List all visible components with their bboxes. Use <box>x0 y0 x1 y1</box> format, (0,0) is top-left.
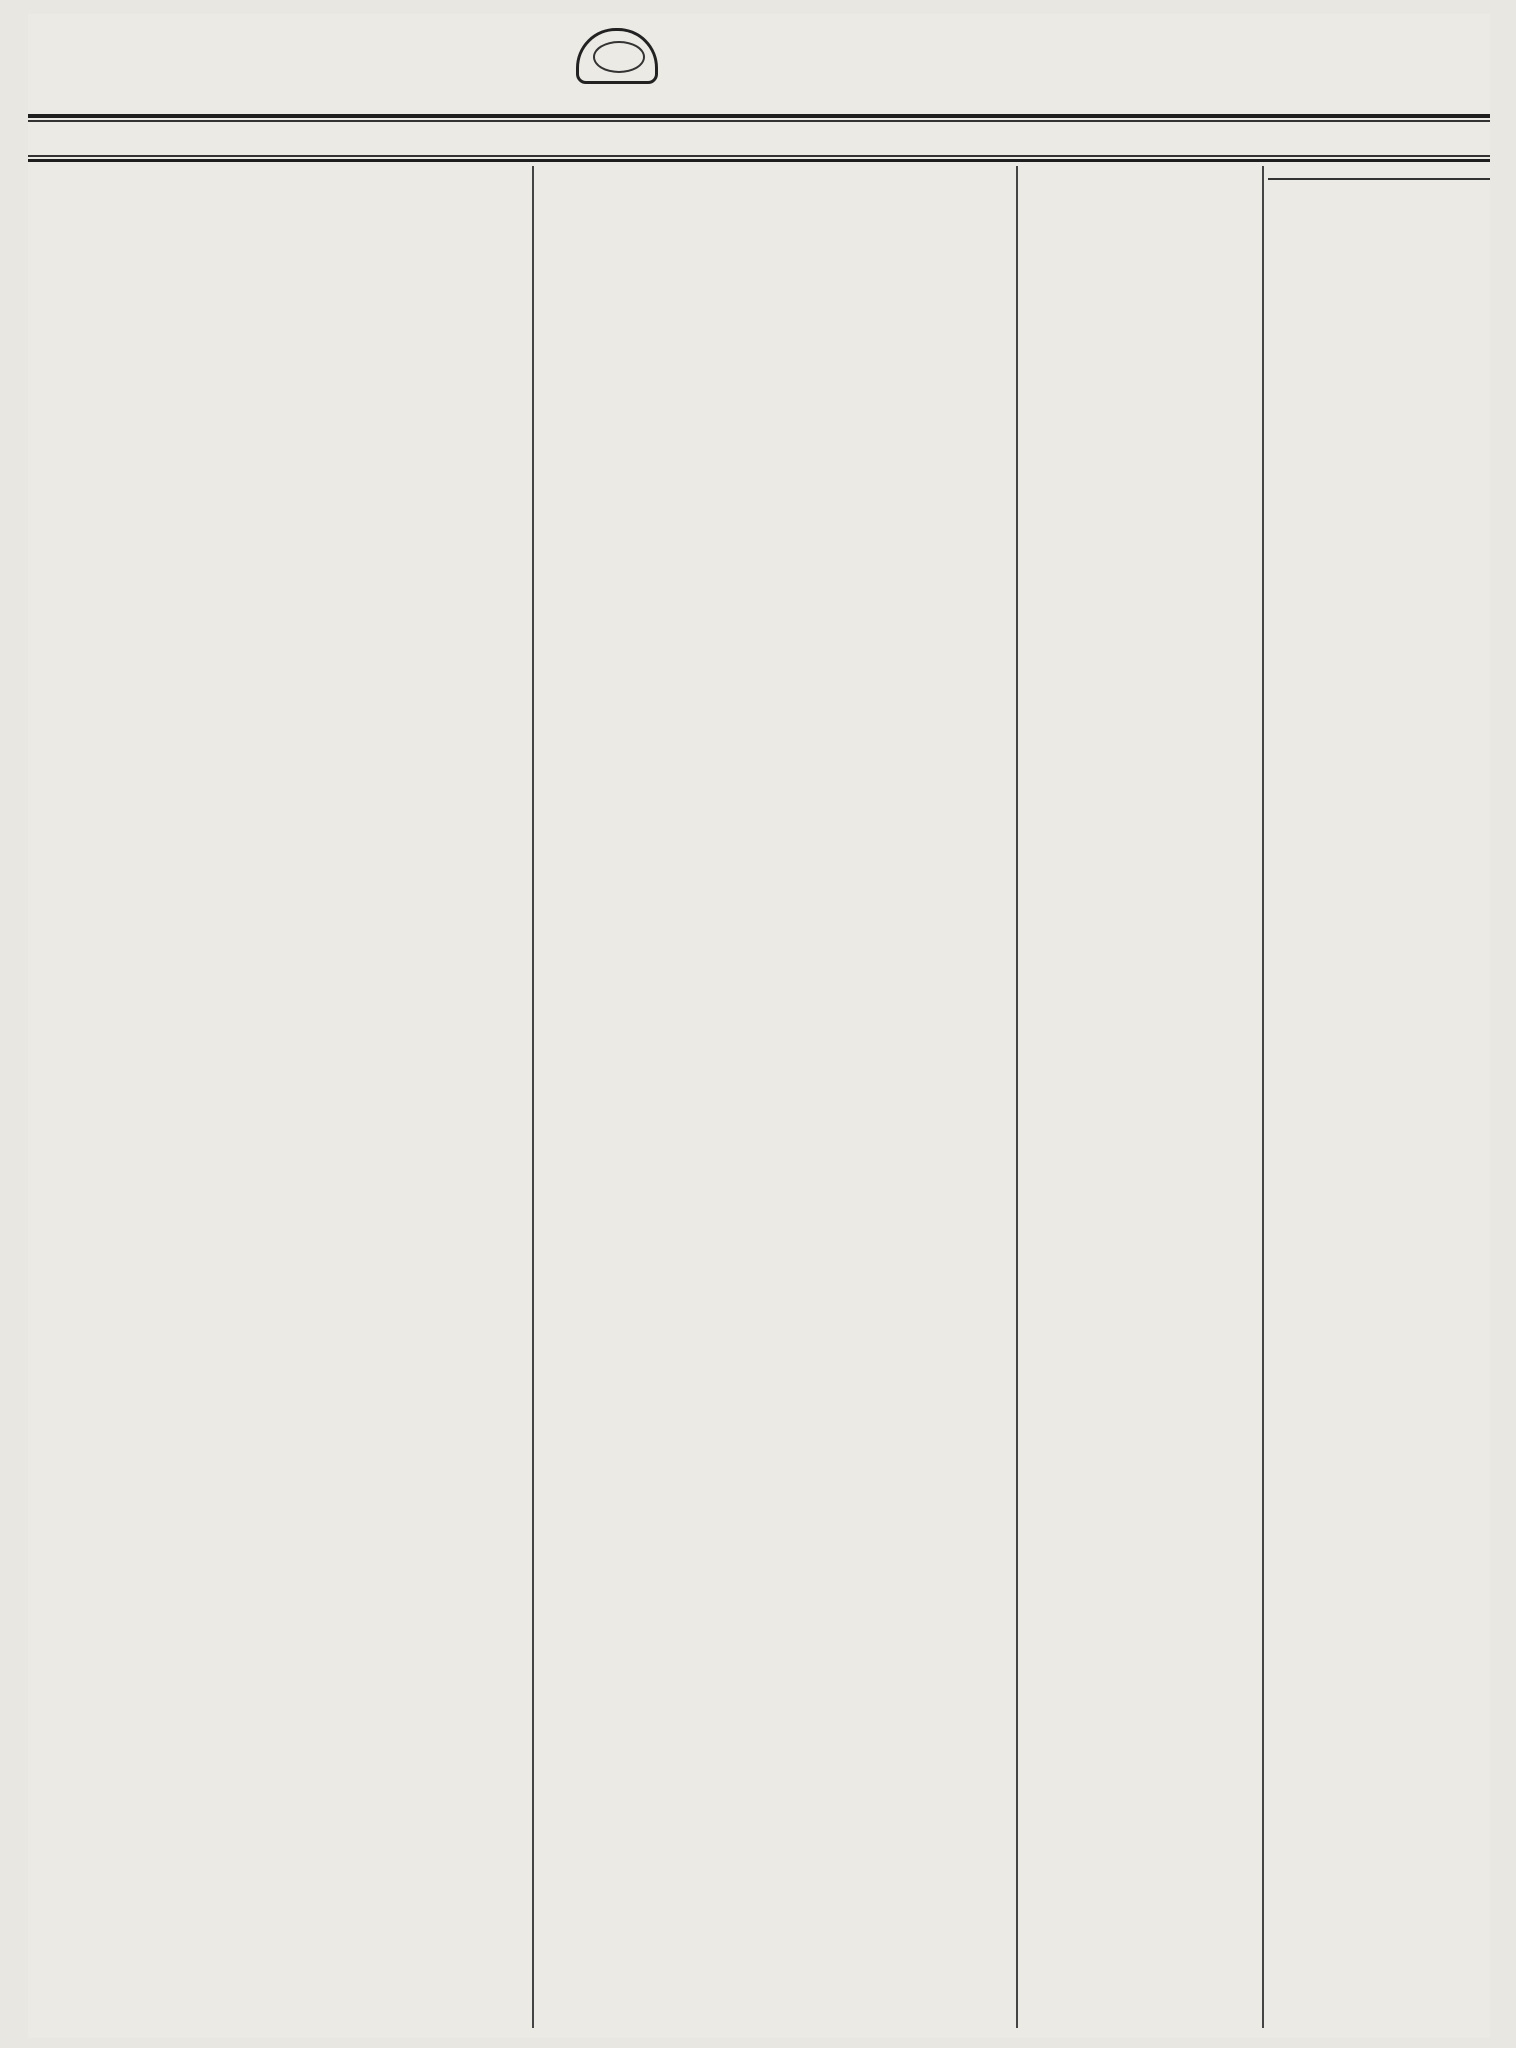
column-advertisements <box>538 166 1012 2028</box>
column-savings-article <box>1022 166 1258 2028</box>
newspaper-page <box>28 14 1490 2038</box>
newspaper-title <box>508 22 1028 102</box>
dateline <box>28 129 1490 153</box>
masthead <box>28 14 1490 124</box>
column-notices <box>32 166 528 2028</box>
column-city-reports <box>1268 166 1490 2028</box>
